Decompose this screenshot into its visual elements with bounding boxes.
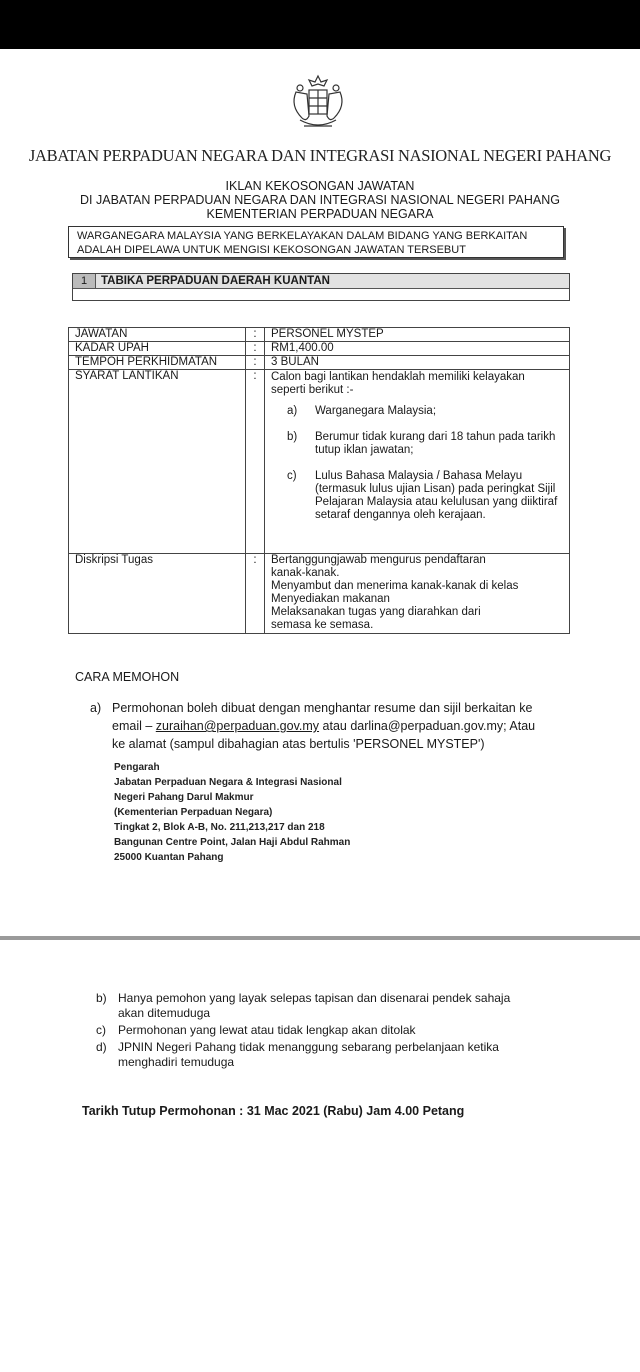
tugas-line: kanak-kanak. bbox=[271, 567, 340, 579]
title-line-1: IKLAN KEKOSONGAN JAWATAN bbox=[225, 179, 415, 193]
item-label: b) bbox=[96, 991, 107, 1005]
syarat-intro-2: seperti berikut :- bbox=[271, 384, 354, 396]
address-line: (Kementerian Perpaduan Negara) bbox=[114, 807, 273, 818]
list-item bbox=[271, 470, 563, 522]
section-number: 1 bbox=[73, 274, 96, 288]
item-line: setaraf dengannya oleh kerajaan. bbox=[315, 509, 486, 521]
tugas-label: Diskripsi Tugas bbox=[69, 554, 246, 634]
item-label: d) bbox=[96, 1040, 107, 1054]
tempoh-label: TEMPOH PERKHIDMATAN bbox=[69, 356, 246, 370]
job-details-table bbox=[68, 327, 570, 634]
jawatan-label: JAWATAN bbox=[69, 328, 246, 342]
tugas-value bbox=[265, 554, 570, 634]
notice-line-2: ADALAH DIPELAWA UNTUK MENGISI KEKOSONGAN JAWATAN TERSEBUT bbox=[77, 244, 466, 256]
tugas-line: Melaksanakan tugas yang diarahkan dari bbox=[271, 606, 481, 618]
notice-line-1: WARGANEGARA MALAYSIA YANG BERKELAYAKAN DALAM BIDANG YANG BERKAITAN bbox=[77, 230, 528, 242]
item-line: Pelajaran Malaysia atau kelulusan yang diiktiraf bbox=[315, 496, 558, 508]
kadar-value: RM1,400.00 bbox=[265, 342, 570, 356]
item-line bbox=[112, 717, 570, 735]
item-line: Permohonan boleh dibuat dengan menghantar resume dan sijil berkaitan ke bbox=[112, 701, 533, 715]
mailing-address bbox=[114, 760, 350, 865]
section-title: TABIKA PERPADUAN DAERAH KUANTAN bbox=[101, 275, 330, 287]
how-to-apply-title: CARA MEMOHON bbox=[75, 670, 180, 684]
title-line-2: DI JABATAN PERPADUAN NEGARA DAN INTEGRASI NASIONAL NEGERI PAHANG bbox=[80, 193, 560, 207]
address-line: Bangunan Centre Point, Jalan Haji Abdul Rahman bbox=[114, 837, 351, 848]
page-divider bbox=[0, 936, 640, 940]
syarat-intro-1: Calon bagi lantikan hendaklah memiliki kelayakan bbox=[271, 371, 525, 383]
list-item bbox=[96, 1023, 566, 1038]
item-line: Hanya pemohon yang layak selepas tapisan dan disenarai pendek sahaja bbox=[118, 991, 511, 1005]
email-prefix: email – bbox=[112, 719, 156, 733]
address-line: 25000 Kuantan Pahang bbox=[114, 852, 224, 863]
item-line: Warganegara Malaysia; bbox=[315, 405, 437, 417]
jawatan-value: PERSONEL MYSTEP bbox=[265, 328, 570, 342]
item-letter: b) bbox=[287, 431, 298, 443]
item-label: a) bbox=[90, 701, 102, 715]
kadar-label: KADAR UPAH bbox=[69, 342, 246, 356]
closing-date: Tarikh Tutup Permohonan : 31 Mac 2021 (Rabu) Jam 4.00 Petang bbox=[82, 1104, 465, 1118]
tugas-line: Bertanggungjawab mengurus pendaftaran bbox=[271, 554, 486, 566]
email-suffix: atau darlina@perpaduan.gov.my; Atau bbox=[319, 719, 536, 733]
table-row bbox=[69, 356, 570, 370]
section-row bbox=[73, 274, 569, 289]
item-line: ke alamat (sampul dibahagian atas bertulis 'PERSONEL MYSTEP') bbox=[112, 737, 485, 751]
list-item bbox=[271, 405, 563, 418]
title-line-3: KEMENTERIAN PERPADUAN NEGARA bbox=[206, 207, 434, 221]
advert-title bbox=[60, 179, 580, 221]
table-row bbox=[69, 554, 570, 634]
syarat-list bbox=[271, 405, 563, 522]
colon: : bbox=[246, 342, 265, 356]
colon: : bbox=[246, 328, 265, 342]
table-row bbox=[69, 342, 570, 356]
item-line: Permohonan yang lewat atau tidak lengkap akan ditolak bbox=[118, 1023, 416, 1037]
item-letter: c) bbox=[287, 470, 297, 482]
email-link[interactable]: zuraihan@perpaduan.gov.my bbox=[155, 719, 320, 733]
item-line: Berumur tidak kurang dari 18 tahun pada tarikh bbox=[315, 431, 556, 443]
notice-box bbox=[68, 226, 564, 258]
address-line: Pengarah bbox=[114, 762, 160, 773]
item-line: menghadiri temuduga bbox=[118, 1055, 235, 1069]
address-line: Tingkat 2, Blok A-B, No. 211,213,217 dan 218 bbox=[114, 822, 325, 833]
colon: : bbox=[246, 554, 265, 634]
tugas-line: Menyambut dan menerima kanak-kanak di kelas bbox=[271, 580, 519, 592]
syarat-label: SYARAT LANTIKAN bbox=[69, 370, 246, 554]
coat-of-arms-emblem bbox=[288, 72, 348, 140]
additional-conditions bbox=[96, 991, 566, 1072]
colon: : bbox=[246, 370, 265, 554]
item-line: tutup iklan jawatan; bbox=[315, 444, 414, 456]
table-row bbox=[69, 370, 570, 554]
section-header bbox=[72, 273, 570, 301]
address-line: Jabatan Perpaduan Negara & Integrasi Nasional bbox=[114, 777, 342, 788]
item-line: (termasuk lulus ujian Lisan) pada peringkat Sijil bbox=[315, 483, 556, 495]
table-row bbox=[69, 328, 570, 342]
how-to-apply-a bbox=[90, 699, 570, 753]
list-item bbox=[271, 431, 563, 457]
list-item bbox=[96, 1040, 566, 1070]
colon: : bbox=[246, 356, 265, 370]
agency-name: JABATAN PERPADUAN NEGARA DAN INTEGRASI NASIONAL NEGERI PAHANG bbox=[28, 146, 612, 165]
top-black-bar bbox=[0, 0, 640, 49]
tugas-line: Menyediakan makanan bbox=[271, 593, 390, 605]
syarat-value bbox=[265, 370, 570, 554]
item-line: akan ditemuduga bbox=[118, 1006, 211, 1020]
list-item bbox=[96, 991, 566, 1021]
item-line: Lulus Bahasa Malaysia / Bahasa Melayu bbox=[315, 470, 523, 482]
tempoh-value: 3 BULAN bbox=[265, 356, 570, 370]
tugas-line: semasa ke semasa. bbox=[271, 619, 374, 631]
item-label: c) bbox=[96, 1023, 106, 1037]
address-line: Negeri Pahang Darul Makmur bbox=[114, 792, 254, 803]
item-text bbox=[112, 699, 570, 753]
item-line: JPNIN Negeri Pahang tidak menanggung sebarang perbelanjaan ketika bbox=[118, 1040, 499, 1054]
item-letter: a) bbox=[287, 405, 298, 417]
